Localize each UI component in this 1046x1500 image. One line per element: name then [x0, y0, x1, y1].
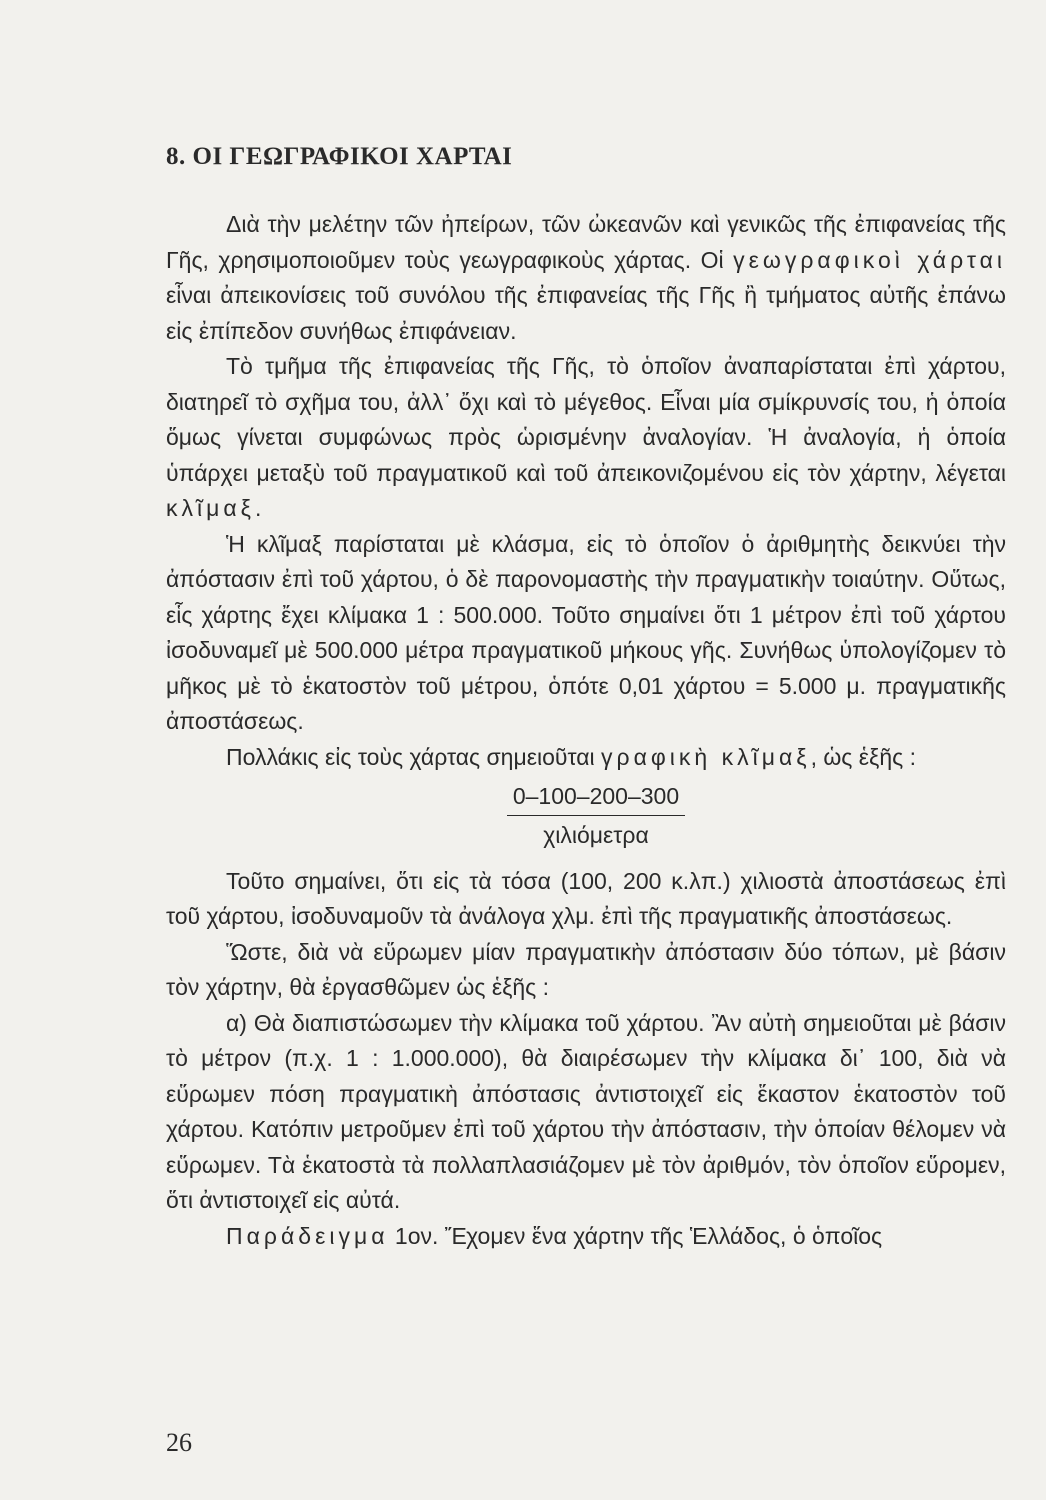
term-scale: κλῖμαξ — [166, 495, 255, 521]
section-heading: 8. ΟΙ ΓΕΩΓΡΑΦΙΚΟΙ ΧΑΡΤΑΙ — [166, 143, 513, 170]
scale-denominator: χιλιόμετρα — [543, 822, 649, 848]
body-text — [166, 207, 1006, 1254]
paragraph-7: α) Θὰ διαπιστώσωμεν τὴν κλίμακα τοῦ χάρτου. Ἂν αὐτὴ σημειοῦται μὲ βάσιν τὸ μέτρον (π.χ. 1 : 1.000.000), θὰ διαιρέσωμεν τὴν κλίμακα δι᾽ 100, διὰ νὰ εὕρωμεν πόση πραγματικὴ ἀπόστασις ἀντιστοιχεῖ εἰς ἕκαστον ἑκατοστὸν τοῦ χάρτου. Κατόπιν μετροῦμεν ἐπὶ τοῦ χάρτου τὴν ἀπόστασιν, τὴν ὁποίαν θέλομεν νὰ εὕρωμεν. Τὰ ἑκατοστὰ τὰ πολλαπλασιάζομεν μὲ τὸν ἀριθμόν, τὸν ὁποῖον εὕρομεν, ὅτι ἀντιστοιχεῖ εἰς αὐτά. — [166, 1009, 1006, 1213]
paragraph-1: Διὰ τὴν μελέτην τῶν ἠπείρων, τῶν ὠκεανῶν καὶ γενικῶς τῆς ἐπιφανείας τῆς Γῆς, χρησιμοποιοῦμεν τοὺς γεωγραφικοὺς χάρτας. Οἱ γεωγραφικοὶ χάρται εἶναι ἀπεικονίσεις τοῦ συνόλου τῆς ἐπιφανείας τῆς Γῆς ἢ τμήματος αὐτῆς ἐπάνω εἰς ἐπίπεδον συνήθως ἐπιφάνειαν. — [166, 211, 1006, 344]
scale-numerator: 0–100–200–300 — [507, 781, 685, 816]
term-example: Παράδειγμα — [226, 1222, 389, 1249]
paragraph-5: Τοῦτο σημαίνει, ὅτι εἰς τὰ τόσα (100, 200 κ.λπ.) χιλιοστὰ ἀποστάσεως ἐπὶ τοῦ χάρτου, ἰσοδυναμοῦν τὰ ἀνάλογα χλμ. ἐπὶ τῆς πραγματικῆς ἀποστάσεως. — [166, 867, 1006, 929]
page-number: 26 — [166, 1428, 192, 1457]
paragraph-6: Ὥστε, διὰ νὰ εὕρωμεν μίαν πραγματικὴν ἀπόστασιν δύο τόπων, μὲ βάσιν τὸν χάρτην, θὰ ἐργασθῶμεν ὡς ἑξῆς : — [166, 938, 1006, 1000]
paragraph-3: Ἡ κλῖμαξ παρίσταται μὲ κλάσμα, εἰς τὸ ὁποῖον ὁ ἀριθμητὴς δεικνύει τὴν ἀπόστασιν ἐπὶ τοῦ χάρτου, ὁ δὲ παρονομαστὴς τὴν πραγματικὴν τοιαύτην. Οὕτως, εἷς χάρτης ἔχει κλίμακα 1 : 500.000. Τοῦτο σημαίνει ὅτι 1 μέτρον ἐπὶ τοῦ χάρτου ἰσοδυναμεῖ μὲ 500.000 μέτρα πραγματικοῦ μήκους γῆς. Συνήθως ὑπολογίζομεν τὸ μῆκος μὲ τὸ ἑκατοστὸν τοῦ μέτρου, ὁπότε 0,01 χάρτου = 5.000 μ. πραγματικῆς ἀποστάσεως. — [166, 530, 1006, 734]
paragraph-2: Τὸ τμῆμα τῆς ἐπιφανείας τῆς Γῆς, τὸ ὁποῖον ἀναπαρίσταται ἐπὶ χάρτου, διατηρεῖ τὸ σχῆμα του, ἀλλ᾽ ὄχι καὶ τὸ μέγεθος. Εἶναι μία σμίκρυνσίς του, ἡ ὁποία ὅμως γίνεται συμφώνως πρὸς ὡρισμένην ἀναλογίαν. Ἡ ἀναλογία, ἡ ὁποία ὑπάρχει μεταξὺ τοῦ πραγματικοῦ καὶ τοῦ ἀπεικονιζομένου εἰς τὸν χάρτην, λέγεται κλῖμαξ. — [166, 353, 1006, 521]
graphic-scale-fraction — [166, 781, 1006, 854]
term-geographic-maps: γεωγραφικοὶ χάρται — [733, 246, 1006, 273]
term-graphic-scale: γραφικὴ κλῖμαξ — [601, 743, 811, 770]
paragraph-4: Πολλάκις εἰς τοὺς χάρτας σημειοῦται γραφικὴ κλῖμαξ, ὡς ἑξῆς : — [226, 743, 916, 770]
paragraph-8: Παράδειγμα 1ον. Ἔχομεν ἕνα χάρτην τῆς Ἑλλάδος, ὁ ὁποῖος — [226, 1222, 883, 1249]
